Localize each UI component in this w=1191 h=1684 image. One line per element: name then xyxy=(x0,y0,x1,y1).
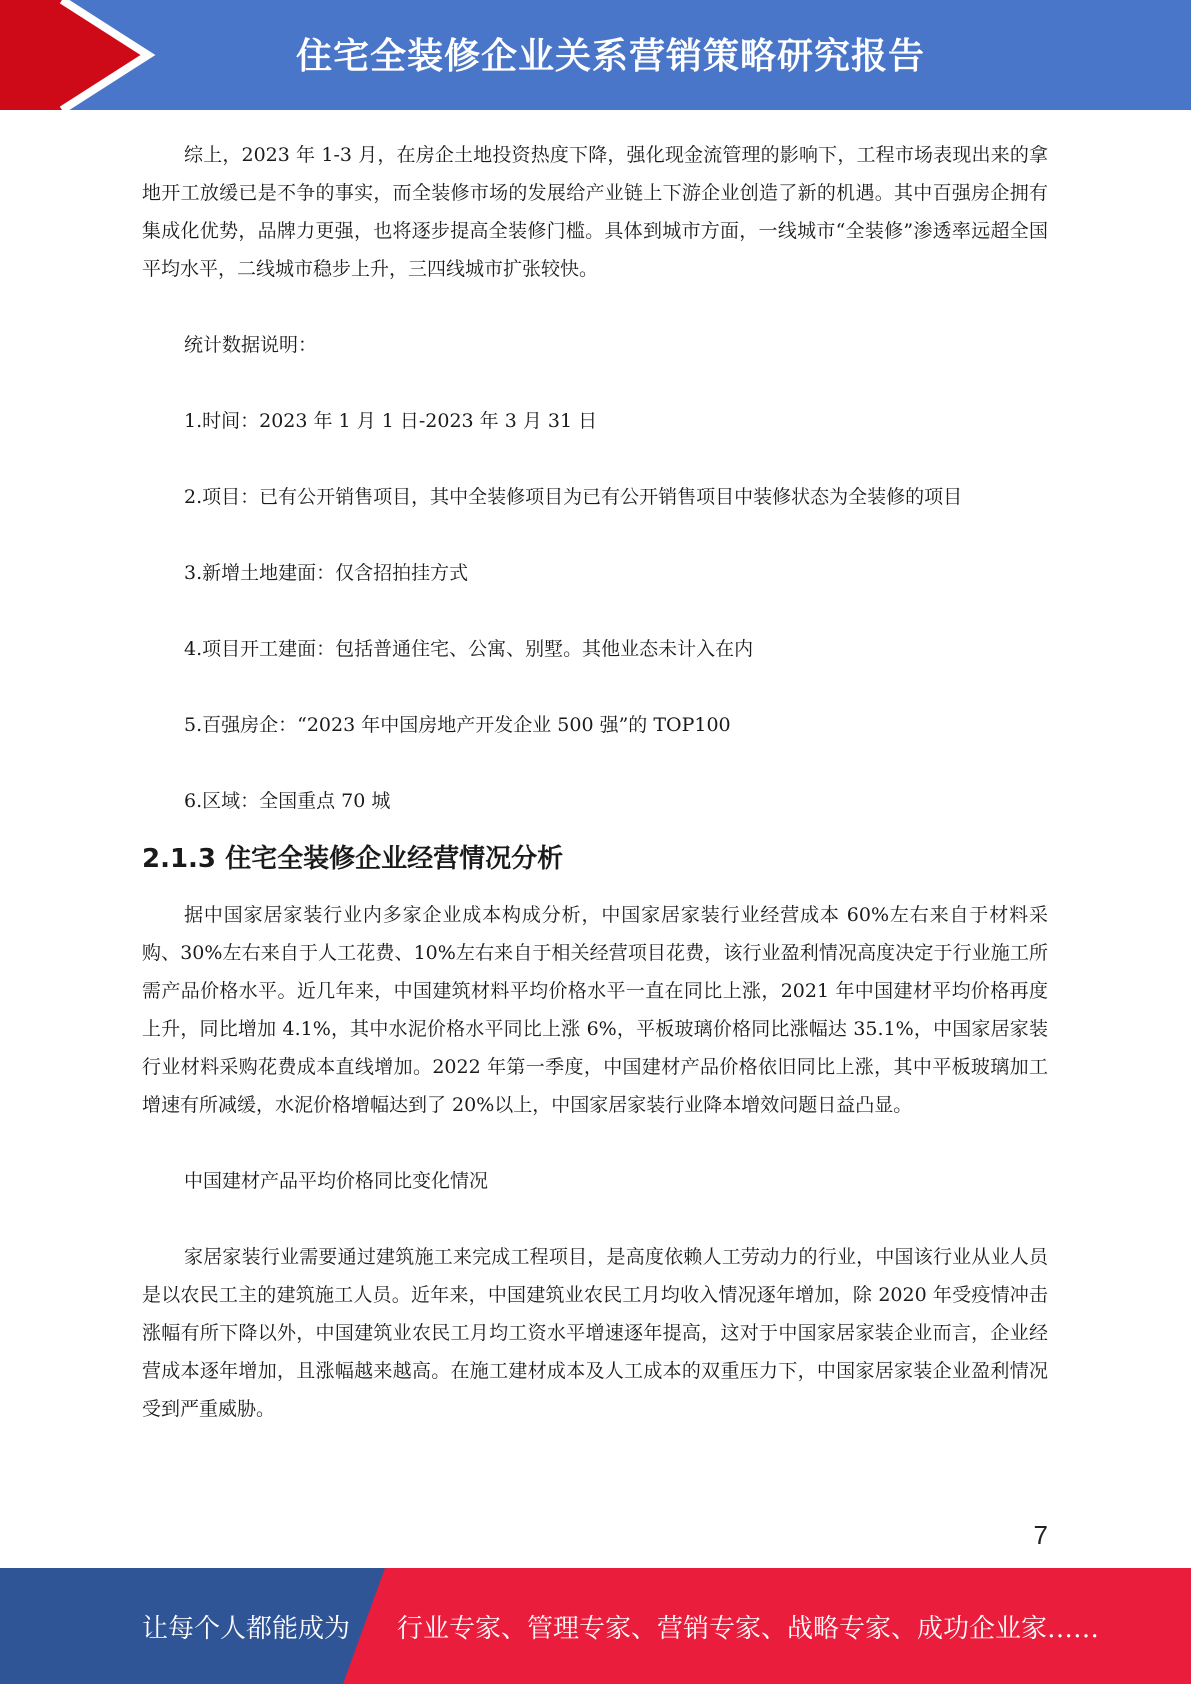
note-item-time: 1.时间：2023 年 1 月 1 日-2023 年 3 月 31 日 xyxy=(184,410,598,432)
section-heading: 2.1.3 住宅全装修企业经营情况分析 xyxy=(142,844,564,874)
labor-cost-paragraph: 家居家装行业需要通过建筑施工来完成工程项目，是高度依赖人工劳动力的行业，中国该行业从业人员是以农民工主的建筑施工人员。近年来，中国建筑业农民工月均收入情况逐年增加，除 2020 年受疫情冲击涨幅有所下降以外，中国建筑业农民工月均工资水平增速逐年提高，这对于中国家居家装企业而言，企业经营成本逐年增加，且涨幅越来越高。在施工建材成本及人工成本的双重压力下，中国家居家装企业盈利情况受到严重威胁。 xyxy=(142,1246,1048,1420)
report-title: 住宅全装修企业关系营销策略研究报告 xyxy=(296,36,926,77)
figure-caption: 中国建材产品平均价格同比变化情况 xyxy=(184,1170,489,1192)
cost-analysis-paragraph: 据中国家居家装行业内多家企业成本构成分析，中国家居家装行业经营成本 60%左右来自于材料采购、30%左右来自于人工花费、10%左右来自于相关经营项目花费，该行业盈利情况高度决定于行业施工所需产品价格水平。近几年来，中国建筑材料平均价格水平一直在同比上涨，2021 年中国建材平均价格再度上升，同比增加 4.1%，其中水泥价格水平同比上涨 6%，平板玻璃价格同比涨幅达 35.1%，中国家居家装行业材料采购花费成本直线增加。2022 年第一季度，中国建材产品价格依旧同比上涨，其中平板玻璃加工增速有所减缓，水泥价格增幅达到了 20%以上，中国家居家装行业降本增效问题日益凸显。 xyxy=(142,904,1048,1116)
page-footer xyxy=(0,1568,1191,1684)
note-item-region: 6.区域：全国重点 70 城 xyxy=(184,790,391,812)
note-item-land: 3.新增土地建面：仅含招拍挂方式 xyxy=(184,562,469,584)
note-item-top-developers: 5.百强房企：“2023 年中国房地产开发企业 500 强”的 TOP100 xyxy=(184,714,731,736)
notes-title: 统计数据说明： xyxy=(184,334,318,356)
footer-slogan-left: 让每个人都能成为 xyxy=(142,1614,351,1644)
footer-slogan-right: 行业专家、管理专家、营销专家、战略专家、成功企业家…… xyxy=(397,1614,1100,1644)
intro-paragraph: 综上，2023 年 1-3 月，在房企土地投资热度下降，强化现金流管理的影响下，工程市场表现出来的拿地开工放缓已是不争的事实，而全装修市场的发展给产业链上下游企业创造了新的机遇。其中百强房企拥有集成化优势，品牌力更强，也将逐步提高全装修门槛。具体到城市方面，一线城市“全装修”渗透率远超全国平均水平，二线城市稳步上升，三四线城市扩张较快。 xyxy=(142,144,1048,280)
page-body xyxy=(142,136,1048,1428)
page-header xyxy=(0,0,1191,110)
note-item-construction: 4.项目开工建面：包括普通住宅、公寓、别墅。其他业态未计入在内 xyxy=(184,638,754,660)
page-number: 7 xyxy=(1033,1520,1048,1550)
note-item-project: 2.项目：已有公开销售项目，其中全装修项目为已有公开销售项目中装修状态为全装修的项目 xyxy=(184,486,963,508)
